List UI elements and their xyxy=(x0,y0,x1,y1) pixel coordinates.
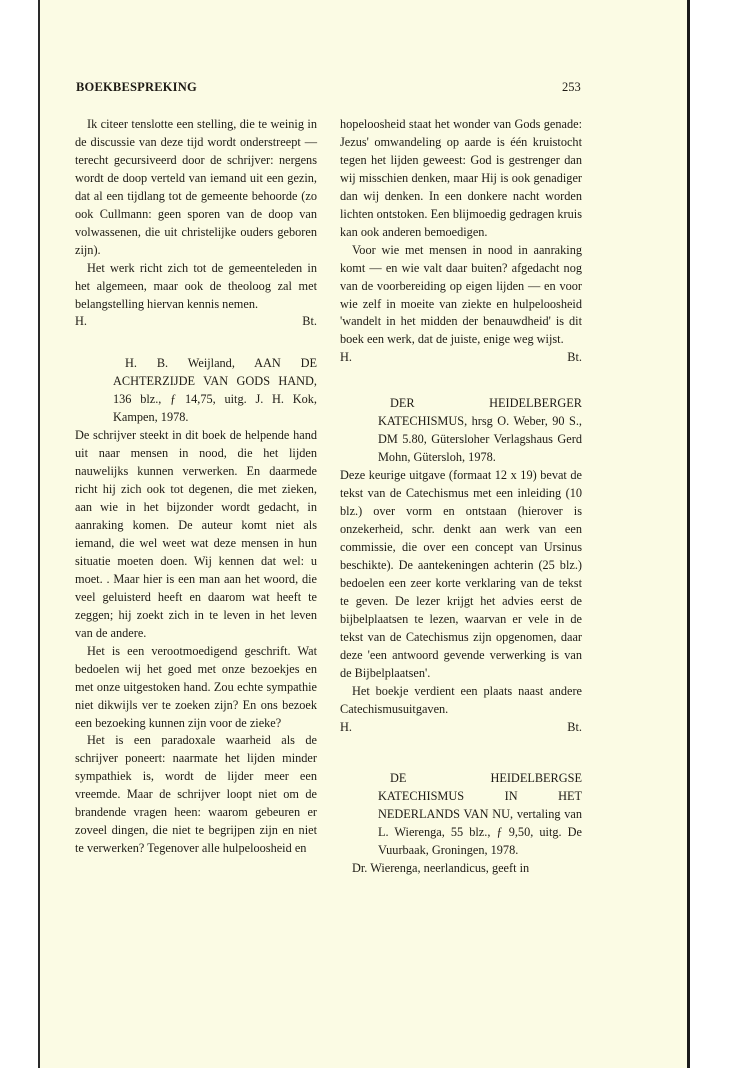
paragraph: Deze keurige uitgave (formaat 12 x 19) bevat de tekst van de Catechismus met een inleiding (10 blz.) over vorm en ontstaan (hierover is onzekerheid, schr. denkt aan werk van een commissie, die over een concept van Ursinus beschikte). De aantekeningen achterin (25 blz.) bedoelen een zeer korte verklaring van de tekst te geven. De lezer krijgt het advies eerst de bijbelplaatsen te lezen, waarvan er vele in de tekst van de Catechismus zijn opgenomen, daar deze 'een antwoord gevende verwerking is van de Bijbelplaatsen'. xyxy=(340,468,582,680)
signature-reviewer: Bt. xyxy=(302,314,317,329)
paragraph: Het is een verootmoedigend geschrift. Wat bedoelen wij het goed met onze bezoekjes en met onze uitgestoken hand. Zou echte sympathie niet dikwijls ver te zoeken zijn? En ons bezoek een bezoeking kunnen zijn voor de zieke? xyxy=(75,643,317,730)
review-heading: H. B. Weijland, AAN DE ACHTERZIJDE VAN GODS HAND, 136 blz., ƒ 14,75, uitg. J. H. Kok, Kampen, 1978. xyxy=(113,356,317,425)
page-number: 253 xyxy=(562,80,581,94)
paragraph: Dr. Wierenga, neerlandicus, geeft in xyxy=(352,861,530,876)
signature-initial: H. xyxy=(340,719,352,734)
running-head: BOEKBESPREKING xyxy=(76,80,197,94)
paragraph: hopeloosheid staat het wonder van Gods genade: Jezus' omwandeling op aarde is één kruistocht tegen het lijden geweest: God is gestrenger dan wij misschien denken, maar Hij is ook genadiger dan wij denken. In een donkere nacht worden lichten ontstoken. Een blijmoedig gedragen kruis kan ook anderen bemoedigen. xyxy=(340,117,582,239)
page-edge-right xyxy=(687,0,690,1068)
signature-initial: H. xyxy=(75,314,87,329)
reviewer-signature xyxy=(340,719,582,737)
paragraph: Het boekje verdient een plaats naast andere Catechismusuitgaven. xyxy=(340,683,582,716)
signature-initial: H. xyxy=(340,350,352,365)
signature-reviewer: Bt. xyxy=(567,350,582,365)
paragraph: Ik citeer tenslotte een stelling, die te weinig in de discussie van deze tijd wordt onderstreept — terecht gecursiveerd door de schrijver: nergens wordt de doop verteld van iemand uit een gezin, dat al een tijdlang tot de gemeente behoorde (zo ook Cullmann: geen sporen van de doop van volwassenen, die uit christelijke ouders geboren zijn). xyxy=(75,117,317,257)
paragraph: De schrijver steekt in dit boek de helpende hand uit naar mensen in nood, die het lijden nauwelijks kunnen verwerken. En daarmede richt hij zich ook tot degenen, die met zieken, aan wie in het bijzonder wordt gedacht, in aanraking komen. De auteur komt niet als iemand, die wel weet wat deze mensen in hun situatie moeten doen. Wij kennen dat wel: u moet. . Maar hier is een man aan het woord, die veel geluisterd heeft en daarom wat heeft te zeggen; hij zoekt zich in te leven in het leven van de andere. xyxy=(75,428,317,640)
right-column xyxy=(340,116,582,878)
paragraph: Voor wie met mensen in nood in aanraking komt — en wie valt daar buiten? afgedacht nog van de voorbereiding op eigen lijden — en voor wie zelf in moeite van ziekte en hulpeloosheid 'wandelt in het midden der benauwdheid' is dit boek een werk, dat de juiste, enige weg wijst. xyxy=(340,242,582,347)
signature-reviewer: Bt. xyxy=(567,719,582,734)
review-heading: DER HEIDELBERGER KATECHISMUS, hrsg O. Weber, 90 S., DM 5.80, Gütersloher Verlagshaus Gerd Mohn, Gütersloh, 1978. xyxy=(378,396,582,465)
reviewer-signature xyxy=(340,349,582,367)
reviewer-signature xyxy=(75,313,317,331)
left-column xyxy=(75,116,317,858)
paragraph: Het is een paradoxale waarheid als de schrijver poneert: naarmate het lijden minder sympathiek is, wordt de lijder meer een vreemde. Maar de schrijver loopt niet om de brandende vragen heen: waarom gebeuren er zoveel dingen, die niet te begrijpen zijn en niet te verwerken? Tegenover alle hulpeloosheid en xyxy=(75,733,317,856)
review-heading: DE HEIDELBERGSE KATECHISMUS IN HET NEDERLANDS VAN NU, vertaling van L. Wierenga, 55 blz., ƒ 9,50, uitg. De Vuurbaak, Groningen, 1978. xyxy=(378,771,582,858)
page-edge-left xyxy=(38,0,40,1068)
paragraph: Het werk richt zich tot de gemeenteleden in het algemeen, maar ook de theoloog zal met belangstelling hiervan kennis nemen. xyxy=(75,260,317,311)
